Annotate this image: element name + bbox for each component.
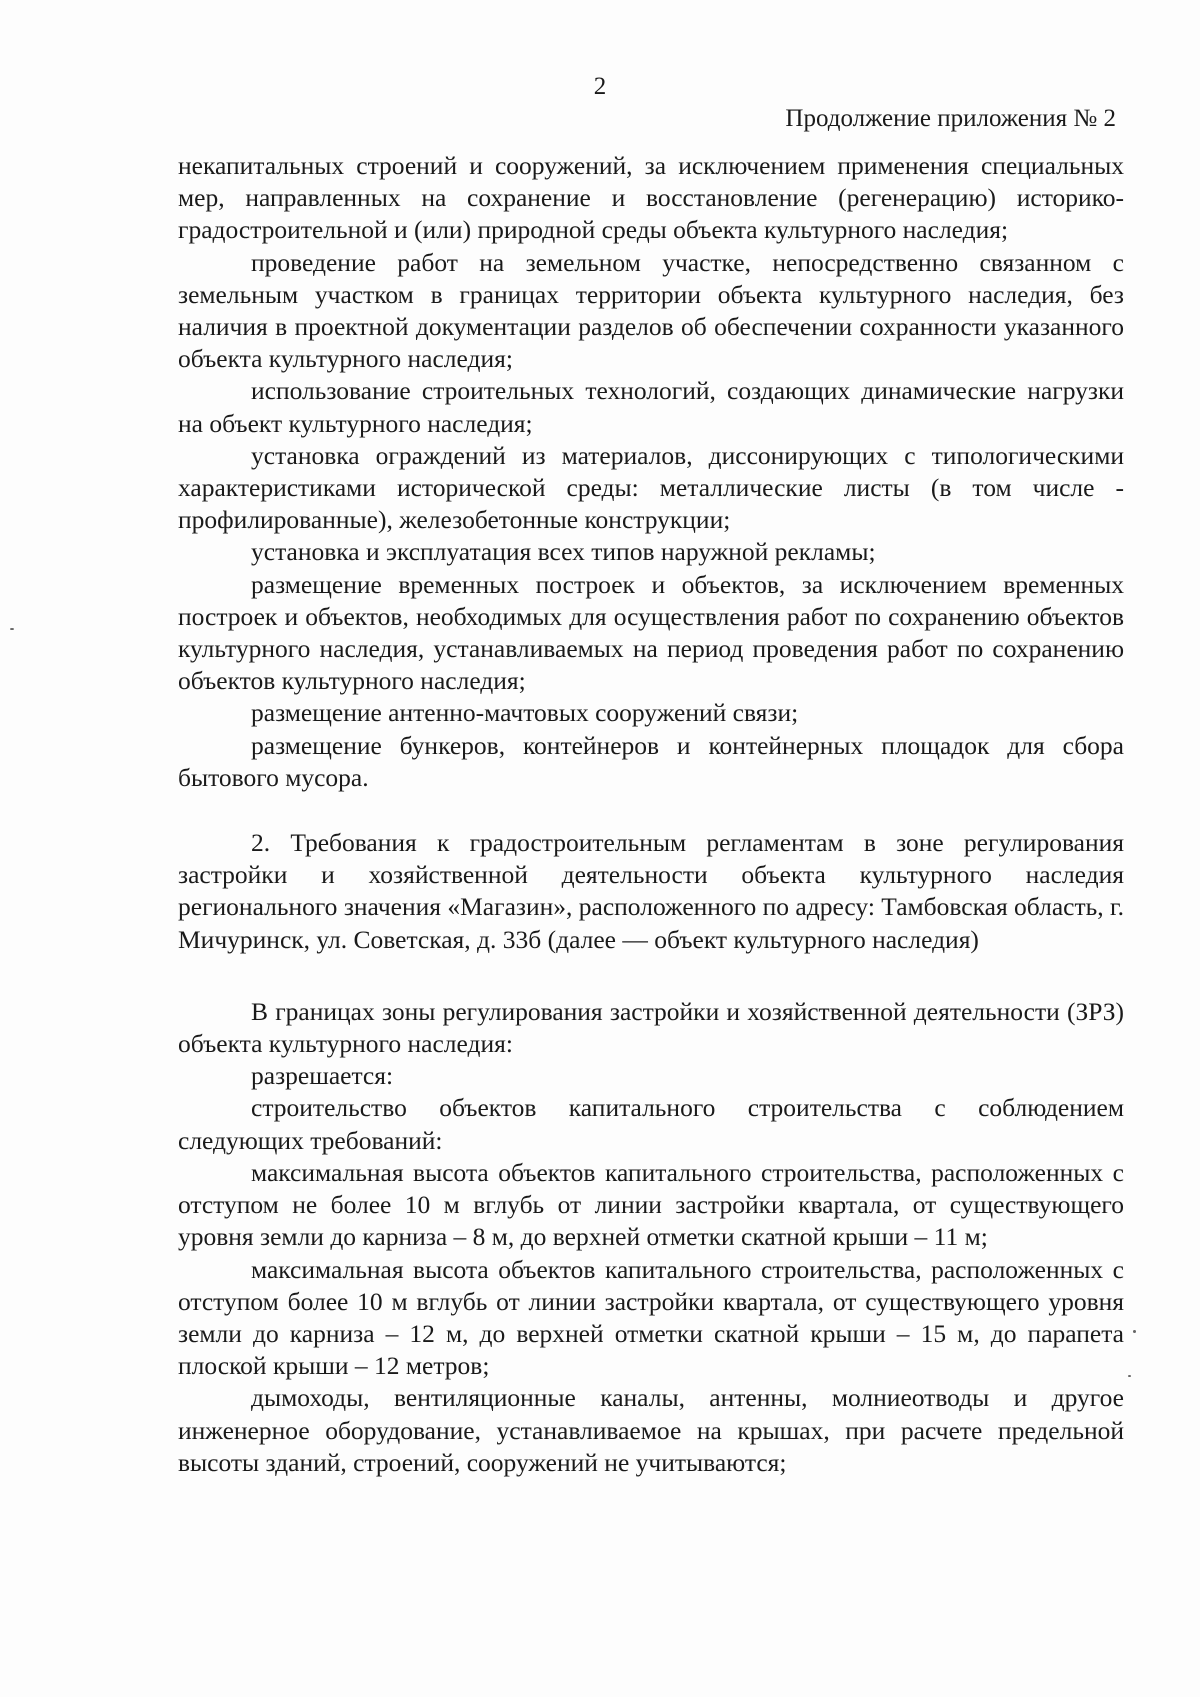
paragraph-capital-construction: строительство объектов капитального строительства с соблюдением следующих требований: (178, 1093, 1124, 1155)
paragraph-fences: установка ограждений из материалов, диссонирующих с типологическими характеристиками исторической среды: металлические листы (в том числе - профилированные), железобетонные конструкции; (178, 440, 1124, 535)
paragraph-temporary-structures: размещение временных построек и объектов, за исключением временных построек и объектов, необходимых для осуществления работ по сохранению объектов культурного наследия, устанавливаемых на период проведения работ по сохранению объектов культурного наследия; (178, 569, 1124, 696)
paragraph-dynamic-loads: использование строительных технологий, создающих динамические нагрузки на объект культурного наследия; (178, 376, 1124, 438)
paragraph-max-height-over-10m: максимальная высота объектов капитального строительства, расположенных с отступом более 10 м вглубь от линии застройки квартала, от существующего уровня земли до карниза – 12 м, до верхней отметки скатной крыши – 15 м, до парапета плоской крыши – 12 метров; (178, 1254, 1124, 1381)
scan-speck (1128, 1375, 1131, 1377)
paragraph-outdoor-advertising: установка и эксплуатация всех типов наружной рекламы; (251, 537, 876, 567)
paragraph-antenna-masts: размещение антенно-мачтовых сооружений связи; (251, 698, 799, 728)
paragraph-land-works: проведение работ на земельном участке, непосредственно связанном с земельным участком в границах территории объекта культурного наследия, без наличия в проектной документации разделов об обеспечении сохранности указанного объекта культурного наследия; (178, 247, 1124, 374)
paragraph-permitted: разрешается: (251, 1061, 394, 1091)
paragraph-waste-bins: размещение бункеров, контейнеров и контейнерных площадок для сбора бытового мусора. (178, 730, 1124, 792)
appendix-continuation-header: Продолжение приложения № 2 (785, 105, 1116, 132)
document-body (178, 150, 1124, 1479)
scan-speck (10, 628, 14, 630)
paragraph-restriction-continued: некапитальных строений и сооружений, за исключением применения специальных мер, направленных на сохранение и восстановление (регенерацию) историко-градостроительной и (или) природной среды объекта культурного наследия; (178, 151, 1124, 245)
scan-speck (1133, 1330, 1136, 1333)
page-number: 2 (593, 73, 607, 100)
section-2-heading: 2. Требования к градостроительным регламентам в зоне регулирования застройки и хозяйственной деятельности объекта культурного наследия регионального значения «Магазин», расположенного по адресу: Тамбовская область, г. Мичуринск, ул. Советская, д. 33б (далее — объект культурного наследия) (178, 828, 1124, 954)
paragraph-zrz-boundaries: В границах зоны регулирования застройки и хозяйственной деятельности (ЗРЗ) объекта культурного наследия: (178, 996, 1124, 1059)
paragraph-max-height-10m: максимальная высота объектов капитального строительства, расположенных с отступом не более 10 м вглубь от линии застройки квартала, от существующего уровня земли до карниза – 8 м, до верхней отметки скатной крыши – 11 м; (178, 1157, 1124, 1252)
paragraph-roof-equipment: дымоходы, вентиляционные каналы, антенны, молниеотводы и другое инженерное оборудование, устанавливаемое на крышах, при расчете предельной высоты зданий, строений, сооружений не учитываются; (178, 1383, 1124, 1477)
